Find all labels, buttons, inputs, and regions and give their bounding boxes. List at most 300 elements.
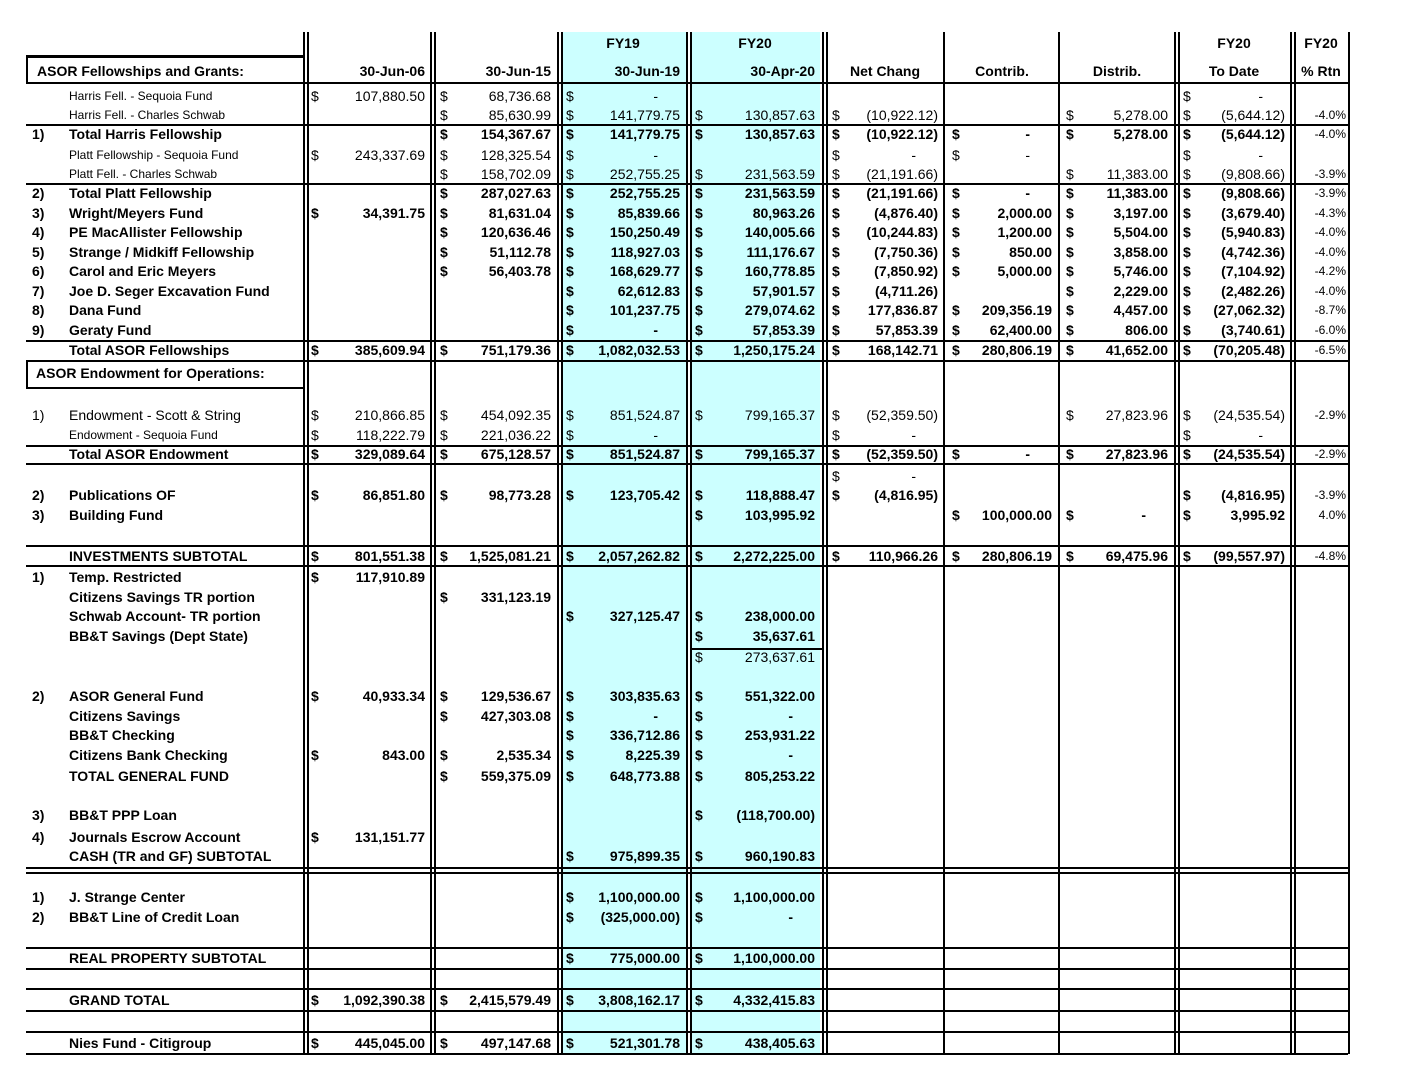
column-rule (1348, 32, 1350, 1054)
currency-sign: $ (952, 548, 960, 564)
currency-sign: $ (1183, 147, 1191, 163)
currency-sign: $ (440, 205, 448, 221)
cell-value: (3,740.61) (1221, 322, 1285, 338)
cell-value: 253,931.22 (744, 727, 815, 743)
currency-sign: $ (1183, 224, 1191, 240)
currency-sign: $ (695, 205, 703, 221)
cell-value: 118,888.47 (745, 487, 815, 503)
currency-sign: $ (832, 342, 840, 358)
currency-sign: $ (1183, 107, 1191, 123)
cell-value: 118,222.79 (355, 427, 425, 443)
currency-sign: $ (1183, 548, 1191, 564)
cell-value: - (653, 427, 658, 443)
currency-sign: $ (440, 263, 448, 279)
currency-sign: $ (1066, 283, 1074, 299)
currency-sign: $ (832, 107, 840, 123)
cell-value: 331,123.19 (480, 589, 551, 605)
cell-value: 445,045.00 (354, 1035, 425, 1051)
cell-value: (118,700.00) (736, 807, 815, 823)
currency-sign: $ (1066, 507, 1074, 523)
cell-value: -4.0% (1314, 108, 1346, 122)
column-rule (307, 32, 309, 1054)
row-rule (26, 1031, 1348, 1033)
currency-sign: $ (440, 126, 448, 142)
row-number: 1) (32, 126, 45, 142)
cell-value: (4,816.95) (874, 487, 938, 503)
row-number: 1) (32, 569, 45, 585)
cell-value: 5,000.00 (997, 263, 1052, 279)
currency-sign: $ (695, 747, 703, 763)
currency-sign: $ (566, 302, 574, 318)
currency-sign: $ (952, 302, 960, 318)
row-label: Carol and Eric Meyers (69, 263, 217, 279)
section-box-rule (303, 360, 305, 387)
row-label: Total ASOR Endowment (69, 446, 229, 462)
cell-value: -4.0% (1314, 284, 1346, 298)
cell-value: 62,612.83 (617, 283, 680, 299)
currency-sign: $ (1183, 322, 1191, 338)
currency-sign: $ (440, 166, 448, 182)
cell-value: (4,711.26) (874, 283, 938, 299)
row-number: 6) (32, 263, 45, 279)
cell-value: (5,644.12) (1221, 126, 1285, 142)
cell-value: 221,036.22 (480, 427, 551, 443)
cell-value: 3,995.92 (1230, 507, 1285, 523)
cell-value: 851,524.87 (609, 446, 680, 462)
currency-sign: $ (566, 487, 574, 503)
cell-value: 130,857.63 (744, 107, 815, 123)
row-label: BB&T Savings (Dept State) (69, 628, 248, 644)
currency-sign: $ (566, 708, 574, 724)
column-header: 30-Apr-20 (750, 63, 815, 79)
cell-value: 2,229.00 (1113, 283, 1168, 299)
row-number: 3) (32, 507, 45, 523)
currency-sign: $ (440, 768, 448, 784)
currency-sign: $ (311, 147, 319, 163)
currency-sign: $ (832, 487, 840, 503)
cell-value: 35,637.61 (752, 628, 815, 644)
column-header: 30-Jun-15 (485, 63, 551, 79)
currency-sign: $ (1183, 487, 1191, 503)
row-label: Citizens Savings TR portion (69, 589, 255, 605)
row-number: 2) (32, 487, 45, 503)
cell-value: 131,151.77 (354, 829, 425, 845)
currency-sign: $ (440, 224, 448, 240)
cell-value: 2,535.34 (496, 747, 551, 763)
cell-value: 329,089.64 (354, 446, 425, 462)
cell-value: 1,100,000.00 (598, 889, 680, 905)
currency-sign: $ (566, 608, 574, 624)
cell-value: 850.00 (1009, 244, 1052, 260)
cell-value: 168,142.71 (867, 342, 938, 358)
cell-value: -4.0% (1314, 127, 1346, 141)
cell-value: 103,995.92 (744, 507, 815, 523)
column-header-top: FY20 (1304, 35, 1338, 51)
currency-sign: $ (832, 427, 840, 443)
cell-value: -4.2% (1314, 264, 1346, 278)
cell-value: (9,808.66) (1221, 185, 1285, 201)
cell-value: (3,679.40) (1221, 205, 1285, 221)
column-rule (26, 55, 28, 83)
currency-sign: $ (832, 283, 840, 299)
cell-value: -8.7% (1314, 303, 1346, 317)
currency-sign: $ (440, 427, 448, 443)
currency-sign: $ (832, 468, 840, 484)
currency-sign: $ (1183, 407, 1191, 423)
cell-value: 101,237.75 (609, 302, 680, 318)
cell-value: - (653, 708, 658, 724)
cell-value: 551,322.00 (744, 688, 815, 704)
row-label: BB&T PPP Loan (69, 807, 177, 823)
row-number: 5) (32, 244, 45, 260)
currency-sign: $ (695, 107, 703, 123)
currency-sign: $ (566, 1035, 574, 1051)
cell-value: 799,165.37 (744, 407, 815, 423)
row-label: Harris Fell. - Sequoia Fund (69, 89, 213, 103)
cell-value: - (653, 147, 658, 163)
cell-value: 85,839.66 (617, 205, 680, 221)
column-header: To Date (1208, 63, 1260, 79)
row-label: Endowment - Sequoia Fund (69, 428, 218, 442)
row-rule (26, 968, 1348, 970)
cell-value: 85,630.99 (488, 107, 551, 123)
currency-sign: $ (952, 507, 960, 523)
row-rule (26, 988, 1348, 990)
cell-value: 11,383.00 (1106, 166, 1168, 182)
row-label: Strange / Midkiff Fellowship (69, 244, 255, 260)
currency-sign: $ (1183, 166, 1191, 182)
cell-value: 3,858.00 (1113, 244, 1168, 260)
column-header: Net Chang (850, 63, 920, 79)
currency-sign: $ (311, 205, 319, 221)
cell-value: 851,524.87 (609, 407, 680, 423)
currency-sign: $ (566, 244, 574, 260)
row-label: BB&T Line of Credit Loan (69, 909, 240, 925)
currency-sign: $ (1066, 126, 1074, 142)
cell-value: 960,190.83 (744, 848, 815, 864)
currency-sign: $ (566, 446, 574, 462)
currency-sign: $ (440, 589, 448, 605)
cell-value: 57,853.39 (875, 322, 938, 338)
row-label: Schwab Account- TR portion (69, 608, 261, 624)
currency-sign: $ (440, 107, 448, 123)
row-rule (26, 565, 1348, 567)
cell-value: -3.9% (1314, 186, 1346, 200)
cell-value: 454,092.35 (480, 407, 551, 423)
row-label: Total Harris Fellowship (69, 126, 222, 142)
row-label: Total ASOR Fellowships (69, 342, 230, 358)
currency-sign: $ (566, 848, 574, 864)
currency-sign: $ (566, 342, 574, 358)
cell-value: -4.8% (1314, 549, 1346, 563)
currency-sign: $ (695, 302, 703, 318)
cell-value: 81,631.04 (488, 205, 551, 221)
cell-value: - (911, 468, 916, 484)
currency-sign: $ (566, 126, 574, 142)
row-label: Endowment - Scott & String (69, 407, 241, 423)
row-number: 4) (32, 224, 45, 240)
row-number: 2) (32, 909, 45, 925)
currency-sign: $ (1183, 205, 1191, 221)
cell-value: 280,806.19 (981, 548, 1052, 564)
column-header-top: FY20 (1217, 35, 1251, 51)
currency-sign: $ (440, 185, 448, 201)
currency-sign: $ (695, 688, 703, 704)
row-number: 4) (32, 829, 45, 845)
currency-sign: $ (695, 407, 703, 423)
row-number: 7) (32, 283, 45, 299)
cell-value: 243,337.69 (354, 147, 425, 163)
cell-value: 385,609.94 (354, 342, 425, 358)
currency-sign: $ (566, 88, 574, 104)
cell-value: (9,808.66) (1221, 166, 1285, 182)
row-label: Citizens Savings (69, 708, 181, 724)
currency-sign: $ (695, 848, 703, 864)
cell-value: 57,901.57 (752, 283, 815, 299)
cell-value: -4.0% (1314, 225, 1346, 239)
row-label: Harris Fell. - Charles Schwab (69, 108, 226, 122)
currency-sign: $ (832, 322, 840, 338)
currency-sign: $ (1066, 322, 1074, 338)
cell-value: - (1258, 427, 1263, 443)
cell-value: 140,005.66 (744, 224, 815, 240)
cell-value: (24,535.54) (1213, 446, 1285, 462)
currency-sign: $ (832, 166, 840, 182)
cell-value: (4,876.40) (874, 205, 938, 221)
row-label: Citizens Bank Checking (69, 747, 228, 763)
row-label: Platt Fellowship - Sequoia Fund (69, 148, 239, 162)
column-rule (943, 32, 945, 1054)
currency-sign: $ (1066, 342, 1074, 358)
cell-value: 1,525,081.21 (469, 548, 551, 564)
currency-sign: $ (695, 263, 703, 279)
cell-value: - (653, 322, 658, 338)
currency-sign: $ (440, 708, 448, 724)
currency-sign: $ (832, 244, 840, 260)
cell-value: - (653, 88, 658, 104)
currency-sign: $ (440, 487, 448, 503)
cell-value: 68,736.68 (488, 88, 551, 104)
cell-value: (27,062.32) (1213, 302, 1285, 318)
currency-sign: $ (566, 407, 574, 423)
currency-sign: $ (695, 889, 703, 905)
cell-value: 41,652.00 (1105, 342, 1168, 358)
currency-sign: $ (566, 322, 574, 338)
row-label: GRAND TOTAL (69, 992, 170, 1008)
cell-value: - (1141, 507, 1146, 523)
currency-sign: $ (832, 147, 840, 163)
currency-sign: $ (1066, 166, 1074, 182)
cell-value: 86,851.80 (362, 487, 425, 503)
row-number: 1) (32, 889, 45, 905)
currency-sign: $ (832, 185, 840, 201)
cell-value: 5,278.00 (1113, 126, 1168, 142)
currency-sign: $ (1066, 446, 1074, 462)
currency-sign: $ (695, 487, 703, 503)
cell-value: 111,176.67 (746, 244, 815, 260)
row-rule (26, 872, 1348, 874)
cell-value: -6.0% (1314, 323, 1346, 337)
cell-value: -2.9% (1314, 408, 1346, 422)
currency-sign: $ (311, 688, 319, 704)
row-rule (26, 1053, 1348, 1055)
currency-sign: $ (566, 205, 574, 221)
cell-value: 129,536.67 (480, 688, 551, 704)
currency-sign: $ (440, 244, 448, 260)
currency-sign: $ (695, 1035, 703, 1051)
cell-value: 273,637.61 (744, 649, 815, 665)
row-label: PE MacAllister Fellowship (69, 224, 243, 240)
currency-sign: $ (952, 185, 960, 201)
column-header: Distrib. (1092, 63, 1142, 79)
currency-sign: $ (695, 224, 703, 240)
cell-value: - (1025, 126, 1030, 142)
cell-value: 110,966.26 (868, 548, 938, 564)
currency-sign: $ (566, 727, 574, 743)
cell-value: (21,191.66) (866, 185, 938, 201)
cell-value: 521,301.78 (609, 1035, 680, 1051)
cell-value: -4.0% (1314, 245, 1346, 259)
cell-value: 141,779.75 (609, 107, 680, 123)
cell-value: 141,779.75 (609, 126, 680, 142)
cell-value: 4,332,415.83 (733, 992, 815, 1008)
currency-sign: $ (311, 747, 319, 763)
column-header: % Rtn (1301, 63, 1341, 79)
currency-sign: $ (695, 950, 703, 966)
row-label: ASOR Endowment for Operations: (36, 365, 265, 381)
cell-value: 56,403.78 (488, 263, 551, 279)
row-number: 8) (32, 302, 45, 318)
currency-sign: $ (440, 1035, 448, 1051)
cell-value: (5,940.83) (1221, 224, 1285, 240)
row-label: Joe D. Seger Excavation Fund (69, 283, 270, 299)
cell-value: 130,857.63 (744, 126, 815, 142)
column-header: Contrib. (975, 63, 1029, 79)
currency-sign: $ (440, 992, 448, 1008)
currency-sign: $ (1183, 244, 1191, 260)
cell-value: 5,504.00 (1113, 224, 1168, 240)
cell-value: 975,899.35 (609, 848, 680, 864)
cell-value: 27,823.96 (1105, 407, 1168, 423)
cell-value: (10,244.83) (866, 224, 938, 240)
cell-value: 1,100,000.00 (733, 950, 815, 966)
row-label: CASH (TR and GF) SUBTOTAL (69, 848, 272, 864)
row-rule (26, 1010, 1348, 1012)
cell-value: 40,933.34 (362, 688, 425, 704)
cell-value: 2,057,262.82 (598, 548, 680, 564)
row-rule (26, 545, 1348, 547)
currency-sign: $ (1066, 407, 1074, 423)
currency-sign: $ (695, 166, 703, 182)
cell-value: -2.9% (1314, 447, 1346, 461)
cell-value: 648,773.88 (609, 768, 680, 784)
currency-sign: $ (566, 427, 574, 443)
column-header: 30-Jun-06 (359, 63, 425, 79)
cell-value: (21,191.66) (866, 166, 938, 182)
cell-value: (7,104.92) (1221, 263, 1285, 279)
row-rule (26, 867, 1348, 869)
cell-value: - (1258, 88, 1263, 104)
currency-sign: $ (952, 322, 960, 338)
currency-sign: $ (566, 224, 574, 240)
cell-value: 287,027.63 (480, 185, 551, 201)
cell-value: 801,551.38 (354, 548, 425, 564)
cell-value: 806.00 (1125, 322, 1168, 338)
cell-value: 3,197.00 (1113, 205, 1168, 221)
currency-sign: $ (566, 548, 574, 564)
row-label: Total Platt Fellowship (69, 185, 212, 201)
cell-value: -4.3% (1314, 206, 1346, 220)
currency-sign: $ (695, 649, 703, 665)
cell-value: 303,835.63 (609, 688, 680, 704)
currency-sign: $ (311, 1035, 319, 1051)
currency-sign: $ (566, 166, 574, 182)
currency-sign: $ (566, 688, 574, 704)
column-header-top: FY19 (606, 35, 640, 51)
currency-sign: $ (695, 507, 703, 523)
currency-sign: $ (695, 185, 703, 201)
currency-sign: $ (952, 446, 960, 462)
currency-sign: $ (566, 107, 574, 123)
currency-sign: $ (1066, 548, 1074, 564)
currency-sign: $ (695, 244, 703, 260)
cell-value: 27,823.96 (1105, 446, 1168, 462)
cell-value: (2,482.26) (1221, 283, 1285, 299)
currency-sign: $ (952, 263, 960, 279)
currency-sign: $ (311, 342, 319, 358)
cell-value: (70,205.48) (1213, 342, 1285, 358)
row-label: INVESTMENTS SUBTOTAL (69, 548, 248, 564)
row-number: 2) (32, 185, 45, 201)
currency-sign: $ (1183, 427, 1191, 443)
cell-value: 805,253.22 (744, 768, 815, 784)
cell-value: 69,475.96 (1105, 548, 1168, 564)
cell-value: 160,778.85 (744, 263, 815, 279)
row-rule (26, 82, 1348, 84)
cell-value: 62,400.00 (989, 322, 1052, 338)
currency-sign: $ (695, 322, 703, 338)
cell-value: (24,535.54) (1213, 407, 1285, 423)
currency-sign: $ (311, 569, 319, 585)
cell-value: 51,112.78 (489, 244, 551, 260)
cell-value: (325,000.00) (600, 909, 680, 925)
cell-value: - (788, 747, 793, 763)
column-rule (557, 32, 559, 1054)
row-rule (26, 463, 1348, 465)
currency-sign: $ (952, 126, 960, 142)
currency-sign: $ (566, 909, 574, 925)
row-number: 2) (32, 688, 45, 704)
currency-sign: $ (695, 909, 703, 925)
cell-value: -6.5% (1314, 343, 1346, 357)
row-label: Publications OF (69, 487, 176, 503)
cell-value: 843.00 (382, 747, 425, 763)
cell-value: 11,383.00 (1106, 185, 1168, 201)
column-rule (1290, 32, 1292, 1054)
cell-value: 4.0% (1318, 508, 1346, 522)
row-number: 3) (32, 807, 45, 823)
row-label: REAL PROPERTY SUBTOTAL (69, 950, 267, 966)
currency-sign: $ (832, 205, 840, 221)
currency-sign: $ (566, 747, 574, 763)
currency-sign: $ (1183, 283, 1191, 299)
currency-sign: $ (1066, 205, 1074, 221)
cell-value: 751,179.36 (480, 342, 551, 358)
currency-sign: $ (832, 263, 840, 279)
cell-value: (99,557.97) (1213, 548, 1285, 564)
currency-sign: $ (311, 427, 319, 443)
cell-value: 4,457.00 (1113, 302, 1168, 318)
